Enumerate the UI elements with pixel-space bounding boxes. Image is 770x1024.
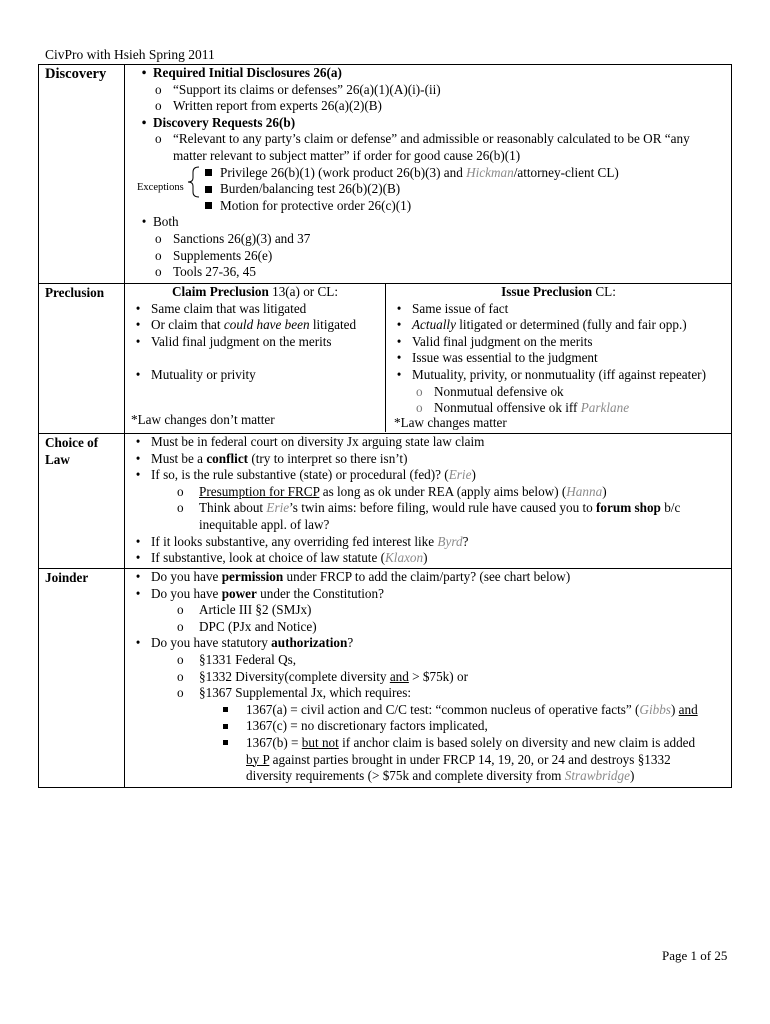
list-item: • Discovery Requests 26(b)	[141, 114, 296, 130]
claim-note: *Law changes don’t matter	[131, 412, 275, 427]
list-item: • Mutuality, privity, or nonmutuality (iff against repeater)	[396, 366, 706, 382]
square-bullet-icon	[223, 707, 228, 712]
brace-icon	[187, 166, 201, 198]
list-item: • Must be in federal court on diversity Jx arguing state law claim	[135, 434, 485, 449]
list-item: o Nonmutual offensive ok iff Parklane	[416, 400, 630, 416]
list-item: o §1331 Federal Qs,	[177, 651, 297, 667]
joinder-content	[125, 569, 732, 788]
preclusion-content	[125, 284, 732, 434]
list-item: o Sanctions 26(g)(3) and 37	[155, 230, 311, 246]
preclusion-columns	[125, 284, 731, 432]
list-item: • Valid final judgment on the merits	[135, 333, 332, 349]
square-bullet-icon	[205, 169, 212, 176]
square-bullet-icon	[223, 724, 228, 729]
square-bullet-icon	[205, 186, 212, 193]
list-item: • Do you have permission under FRCP to add the claim/party? (see chart below)	[135, 569, 571, 584]
page-number: Page 1 of 25	[662, 948, 728, 963]
list-item: • Actually litigated or determined (fully and fair opp.)	[396, 317, 687, 333]
choice-content	[125, 434, 732, 569]
list-item: 1367(a) = civil action and C/C test: “common nucleus of operative facts” (Gibbs) and	[223, 702, 731, 719]
list-item: • Do you have statutory authorization?	[135, 635, 354, 651]
row-preclusion	[39, 284, 732, 434]
row-choice-of-law	[39, 434, 732, 569]
list-item: • Or claim that could have been litigated	[135, 317, 357, 333]
outline-table	[38, 64, 732, 788]
header-title: CivPro with Hsieh Spring 2011	[45, 47, 215, 62]
claim-preclusion-column	[125, 284, 386, 432]
list-item: Privilege 26(b)(1) (work product 26(b)(3) and Hickman/attorney-client CL)	[205, 165, 731, 182]
list-item: o Article III §2 (SMJx)	[177, 602, 312, 618]
issue-preclusion-column	[386, 284, 732, 432]
list-item: o Tools 27-36, 45	[155, 264, 256, 280]
list-item: o Written report from experts 26(a)(2)(B)	[155, 98, 382, 114]
label-preclusion: Preclusion	[39, 284, 125, 434]
list-item: o Think about Erie’s twin aims: before filing, would rule have caused you to forum shop b/c	[177, 500, 681, 516]
list-item: 1367(b) = but not if anchor claim is based solely on diversity and new claim is added	[223, 735, 731, 752]
claim-preclusion-heading: Claim Preclusion 13(a) or CL:	[171, 284, 339, 299]
list-item: • Valid final judgment on the merits	[396, 333, 593, 349]
list-item: • If it looks substantive, any overriding fed interest like Byrd?	[135, 533, 469, 549]
issue-preclusion-heading: Issue Preclusion CL:	[501, 284, 616, 299]
label-choice-of-law: Choice of Law	[39, 434, 125, 569]
list-item: o “Support its claims or defenses” 26(a)(1)(A)(i)-(ii)	[155, 81, 441, 97]
list-item: • Both	[141, 214, 179, 230]
label-joinder: Joinder	[39, 569, 125, 788]
list-item: • Required Initial Disclosures 26(a)	[141, 65, 342, 80]
list-item: • If substantive, look at choice of law statute (Klaxon)	[135, 550, 428, 566]
list-item: • Must be a conflict (try to interpret so there isn’t)	[135, 450, 408, 466]
list-item: • Mutuality or privity	[135, 366, 256, 382]
list-item: • Same issue of fact	[396, 300, 509, 316]
list-item: • If so, is the rule substantive (state) or procedural (fed)? (Erie)	[135, 467, 476, 483]
issue-note: *Law changes matter	[394, 415, 507, 430]
label-discovery: Discovery	[39, 65, 125, 284]
exceptions-label: Exceptions	[137, 181, 184, 193]
list-item: Motion for protective order 26(c)(1)	[205, 198, 731, 215]
list-item: matter relevant to subject matter” if order for good cause 26(b)(1)	[173, 147, 521, 163]
list-item: o §1332 Diversity(complete diversity and > $75k) or	[177, 668, 468, 684]
list-item: by P against parties brought in under FRCP 14, 19, 20, or 24 and destroys §1332	[246, 751, 671, 767]
list-item: inequitable appl. of law?	[199, 516, 330, 532]
row-discovery	[39, 65, 732, 284]
list-item: o Presumption for FRCP as long as ok under REA (apply aims below) (Hanna)	[177, 483, 607, 499]
square-bullet-icon	[205, 202, 212, 209]
exceptions-group	[125, 165, 731, 215]
square-bullet-icon	[223, 740, 228, 745]
list-item: Burden/balancing test 26(b)(2)(B)	[205, 181, 731, 198]
list-item: o Nonmutual defensive ok	[416, 383, 564, 399]
list-item: o “Relevant to any party’s claim or defense” and admissible or reasonably calculated to be OR “any	[155, 131, 690, 147]
list-item: • Do you have power under the Constitution?	[135, 585, 384, 601]
list-item: 1367(c) = no discretionary factors implicated,	[223, 718, 731, 735]
list-item: o Supplements 26(e)	[155, 247, 273, 263]
list-item: • Same claim that was litigated	[135, 300, 307, 316]
discovery-content	[125, 65, 732, 284]
row-joinder	[39, 569, 732, 788]
list-item: • Issue was essential to the judgment	[396, 350, 598, 366]
list-item: o DPC (PJx and Notice)	[177, 618, 317, 634]
list-item: o §1367 Supplemental Jx, which requires:	[177, 685, 412, 701]
list-item: diversity requirements (> $75k and complete diversity from Strawbridge)	[246, 768, 635, 784]
